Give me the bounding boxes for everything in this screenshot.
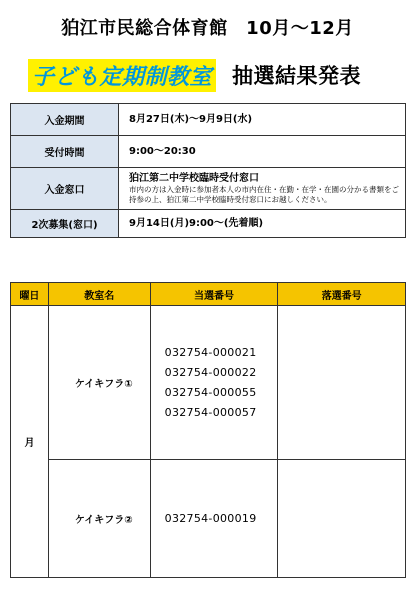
winner-number: 032754-000021	[164, 345, 257, 359]
info-row	[11, 136, 406, 168]
program-name: 子ども定期制教室	[28, 59, 216, 92]
header-class: 教室名	[48, 283, 150, 306]
result-announcement: 抽選結果発表	[232, 64, 362, 88]
info-label: 2次募集(窓口)	[11, 210, 119, 238]
winner-numbers	[150, 460, 278, 578]
info-value-text: 9:00～20:30	[129, 146, 196, 157]
info-label: 入金窓口	[11, 168, 119, 210]
winner-number: 032754-000022	[164, 365, 257, 379]
class-name: ケイキフラ①	[48, 306, 150, 460]
winner-number: 032754-000019	[164, 511, 257, 525]
info-row	[11, 168, 406, 210]
info-value	[119, 210, 406, 238]
loser-numbers	[278, 460, 406, 578]
header-losers: 落選番号	[278, 283, 406, 306]
info-value	[119, 136, 406, 168]
results-header-row	[11, 283, 406, 306]
lottery-results-table	[10, 282, 406, 578]
subtitle	[28, 58, 408, 92]
info-value-text: 9月14日(月)9:00～(先着順)	[129, 218, 264, 229]
info-row	[11, 210, 406, 238]
class-name: ケイキフラ②	[48, 460, 150, 578]
info-value	[119, 104, 406, 136]
info-value-text: 8月27日(木)～9月9日(水)	[129, 114, 253, 125]
info-value-text: 狛江第二中学校臨時受付窓口	[129, 173, 259, 184]
winner-number: 032754-000055	[164, 385, 257, 399]
day-cell: 月	[11, 306, 49, 578]
info-label: 入金期間	[11, 104, 119, 136]
info-note: 市内の方は入金時に参加者本人の市内在住・在勤・在学・在園の分かる書類をご持参の上、狛江第二中学校臨時受付窓口にお越しください。	[129, 185, 399, 204]
winner-number: 032754-000057	[164, 405, 257, 419]
loser-numbers	[278, 306, 406, 460]
table-row	[11, 460, 406, 578]
payment-info-table	[10, 103, 406, 238]
header-day: 曜日	[11, 283, 49, 306]
page-title: 狛江市民総合体育館 10月～12月	[61, 18, 354, 39]
info-value	[119, 168, 406, 210]
info-row	[11, 104, 406, 136]
header-winners: 当選番号	[150, 283, 278, 306]
winner-numbers	[150, 306, 278, 460]
info-label: 受付時間	[11, 136, 119, 168]
table-row	[11, 306, 406, 460]
